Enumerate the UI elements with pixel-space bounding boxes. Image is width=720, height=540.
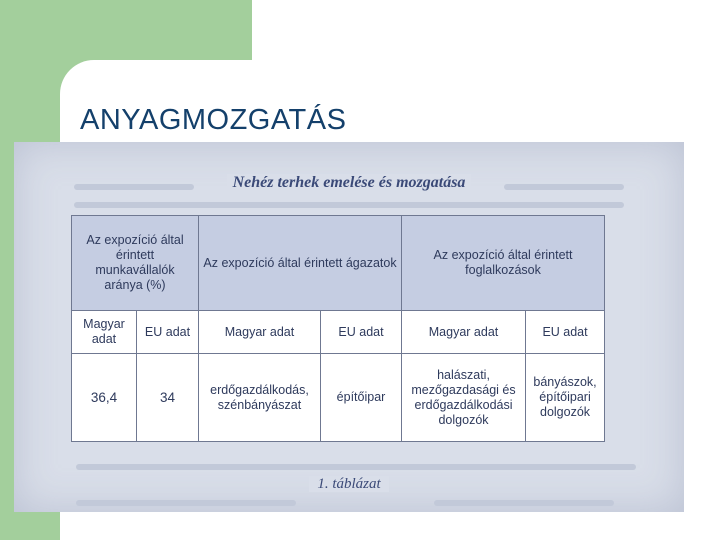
table-title: Nehéz terhek emelése és mozgatása bbox=[14, 174, 684, 192]
header-cell-workers: Az expozíció által érintett munkavállalók aránya (%) bbox=[72, 216, 199, 311]
subheader-cell: Magyar adat bbox=[199, 311, 321, 354]
table-cell: 34 bbox=[137, 354, 199, 442]
scanned-table-image bbox=[14, 142, 684, 512]
faded-text-line bbox=[76, 500, 296, 506]
table-row bbox=[72, 354, 605, 442]
faded-text-line bbox=[434, 500, 614, 506]
table-cell: 36,4 bbox=[72, 354, 137, 442]
faded-text-line bbox=[76, 464, 636, 470]
table-header-row bbox=[72, 216, 605, 311]
table-subheader-row bbox=[72, 311, 605, 354]
faded-text-line bbox=[74, 202, 624, 208]
table-caption: 1. táblázat bbox=[14, 476, 684, 493]
subheader-cell: Magyar adat bbox=[72, 311, 137, 354]
table-cell: építőipar bbox=[321, 354, 402, 442]
exposure-table bbox=[71, 215, 605, 442]
table-cell: halászati, mezőgazdasági és erdőgazdálkodási dolgozók bbox=[402, 354, 526, 442]
subheader-cell: EU adat bbox=[321, 311, 402, 354]
table-cell: bányászok, építőipari dolgozók bbox=[526, 354, 605, 442]
header-cell-occupations: Az expozíció által érintett foglalkozások bbox=[402, 216, 605, 311]
header-cell-sectors: Az expozíció által érintett ágazatok bbox=[199, 216, 402, 311]
subheader-cell: EU adat bbox=[526, 311, 605, 354]
slide-title: ANYAGMOZGATÁS bbox=[80, 104, 347, 136]
subheader-cell: EU adat bbox=[137, 311, 199, 354]
subheader-cell: Magyar adat bbox=[402, 311, 526, 354]
table-cell: erdőgazdálkodás, szénbányászat bbox=[199, 354, 321, 442]
